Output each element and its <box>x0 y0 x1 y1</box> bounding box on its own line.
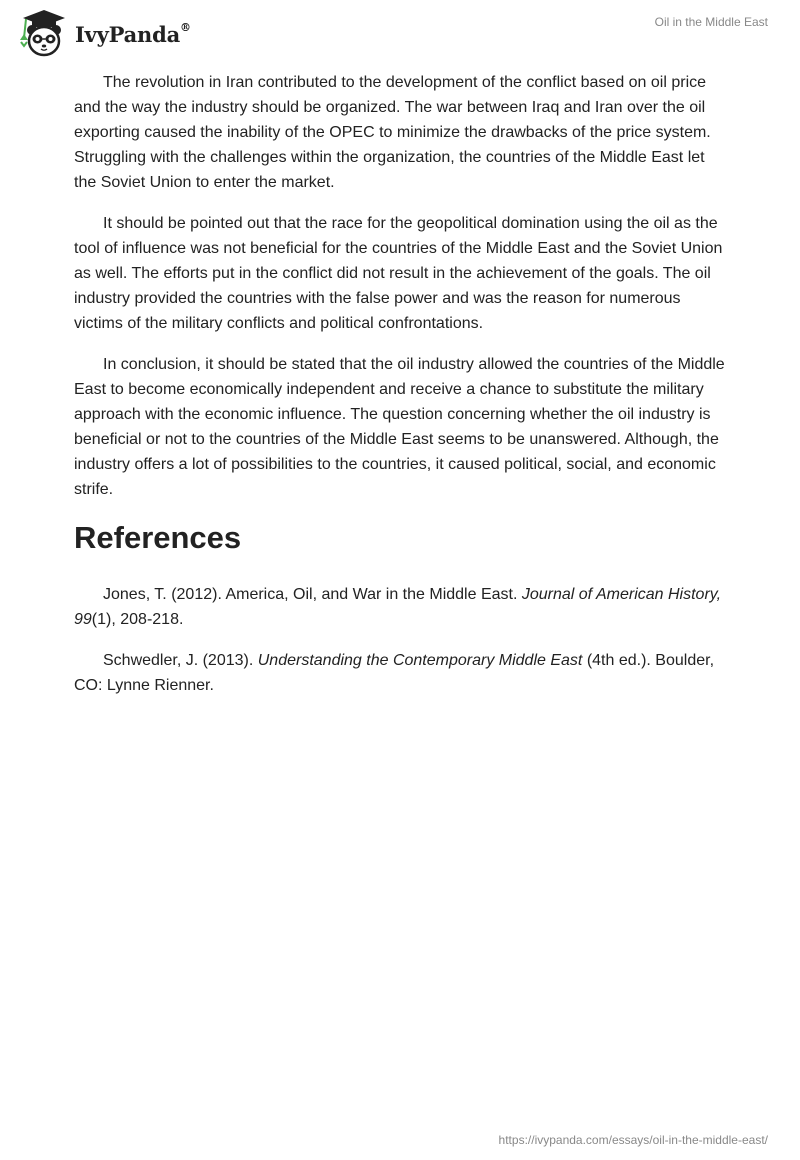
page-header <box>0 0 800 64</box>
reference-authors: Jones, T. (2012). America, Oil, and War in the Middle East. <box>103 586 522 603</box>
panda-graduate-icon <box>15 8 73 58</box>
reference-entry <box>74 582 726 632</box>
reference-entry <box>74 648 726 698</box>
body-paragraph: The revolution in Iran contributed to the development of the conflict based on oil price and the way the industry should be organized. The war between Iraq and Iran over the oil exporting caused the inability of the OPEC to minimize the drawbacks of the price system. Struggling with the challenges within the organization, the countries of the Middle East let the Soviet Union to enter the market. <box>74 74 711 191</box>
brand-name: IvyPanda® <box>75 20 191 47</box>
brand-logo[interactable] <box>15 8 191 58</box>
reference-source: Journal of American History, 99 <box>74 586 722 628</box>
essay-body <box>74 70 726 714</box>
reference-authors: Schwedler, J. (2013). <box>103 652 258 669</box>
registered-mark: ® <box>180 20 191 34</box>
document-title: Oil in the Middle East <box>654 15 768 29</box>
body-paragraph: In conclusion, it should be stated that the oil industry allowed the countries of the Middle East to become economically independent and receive a chance to substitute the military approach with the economic influence. The question concerning whether the oil industry is beneficial or not to the countries of the Middle East seems to be unanswered. Although, the industry offers a lot of possibilities to the countries, it caused political, social, and economic strife. <box>74 356 725 498</box>
reference-source: Understanding the Contemporary Middle East <box>257 652 583 669</box>
source-url-link[interactable]: https://ivypanda.com/essays/oil-in-the-middle-east/ <box>498 1133 768 1147</box>
reference-details: (1), 208-218. <box>91 611 184 628</box>
body-paragraph: It should be pointed out that the race for the geopolitical domination using the oil as the tool of influence was not beneficial for the countries of the Middle East and the Soviet Union as well. The efforts put in the conflict did not result in the achievement of the goals. The oil industry provided the countries with the false power and was the reason for numerous victims of the military conflicts and political confrontations. <box>74 215 723 332</box>
references-heading: References <box>74 520 242 555</box>
reference-details: (4th ed.). Boulder, CO: Lynne Rienner. <box>74 652 715 694</box>
